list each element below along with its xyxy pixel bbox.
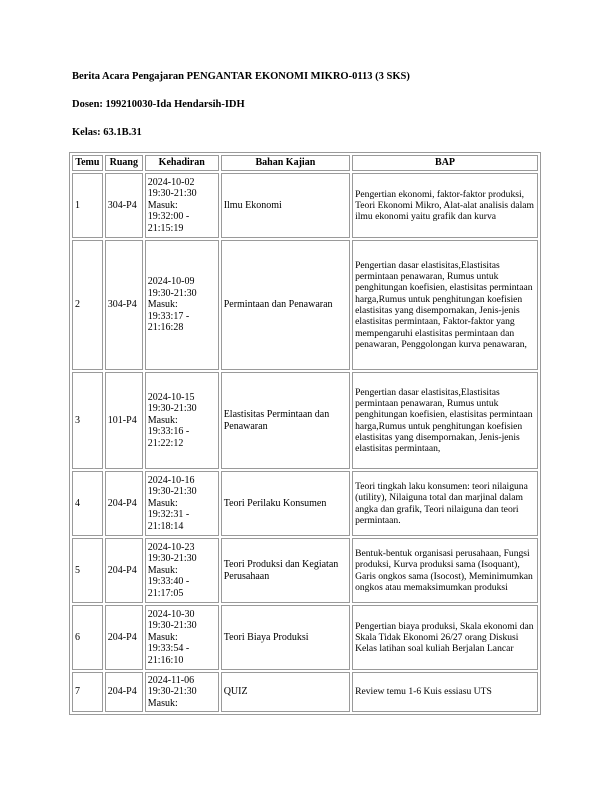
attendance-label: Masuk: bbox=[147, 199, 178, 211]
cell-bahan-kajian: QUIZ bbox=[221, 672, 350, 712]
cell-bahan-kajian: Teori Produksi dan Kegiatan Perusahaan bbox=[221, 538, 350, 603]
column-header-ruang: Ruang bbox=[105, 155, 143, 171]
attendance-in-time: 19:33:16 - bbox=[147, 426, 190, 438]
cell-kehadiran bbox=[145, 471, 219, 536]
attendance-date: 2024-10-15 bbox=[147, 391, 195, 403]
attendance-in-time: 19:33:40 - bbox=[147, 576, 190, 588]
cell-ruang: 204-P4 bbox=[105, 605, 143, 670]
cell-temu: 5 bbox=[72, 538, 103, 603]
cell-ruang: 304-P4 bbox=[105, 240, 143, 370]
cell-ruang: 304-P4 bbox=[105, 173, 143, 238]
table-row bbox=[72, 173, 538, 238]
cell-temu: 6 bbox=[72, 605, 103, 670]
attendance-in-time: 19:32:00 - bbox=[147, 211, 190, 223]
table-row bbox=[72, 538, 538, 603]
cell-kehadiran bbox=[145, 672, 219, 712]
attendance-out-time: 21:17:05 bbox=[147, 587, 184, 599]
cell-ruang: 204-P4 bbox=[105, 672, 143, 712]
attendance-date: 2024-10-23 bbox=[147, 541, 195, 553]
cell-bap: Pengertian dasar elastisitas,Elastisitas permintaan penawaran, Rumus untuk penghitungan koefisien, elastisitas permintaan harga,Rumus untuk penghitungan koefisien elastisitas yang disempornakan, Jenis-jenis elastisitas permintaan, Faktor-faktor yang mempengaruhi elastisitas permintaan dan penawaran, Penggolongan kurva penawaran, bbox=[352, 240, 538, 370]
attendance-schedule: 19:30-21:30 bbox=[147, 188, 197, 200]
table-row bbox=[72, 240, 538, 370]
attendance-schedule: 19:30-21:30 bbox=[147, 287, 197, 299]
cell-bahan-kajian: Teori Perilaku Konsumen bbox=[221, 471, 350, 536]
table-row bbox=[72, 471, 538, 536]
attendance-out-time: 21:18:14 bbox=[147, 520, 184, 532]
attendance-schedule: 19:30-21:30 bbox=[147, 686, 197, 698]
attendance-label: Masuk: bbox=[147, 414, 178, 426]
attendance-date: 2024-10-09 bbox=[147, 276, 195, 288]
report-title: Berita Acara Pengajaran PENGANTAR EKONOMI MIKRO-0113 (3 SKS) bbox=[72, 71, 410, 82]
attendance-out-time: 21:16:28 bbox=[147, 322, 184, 334]
attendance-schedule: 19:30-21:30 bbox=[147, 553, 197, 565]
cell-temu: 7 bbox=[72, 672, 103, 712]
class-line: Kelas: 63.1B.31 bbox=[72, 127, 142, 138]
column-header-kehadiran: Kehadiran bbox=[145, 155, 219, 171]
attendance-label: Masuk: bbox=[147, 564, 178, 576]
attendance-in-time: 19:33:17 - bbox=[147, 310, 190, 322]
attendance-date: 2024-11-06 bbox=[147, 674, 195, 686]
attendance-label: Masuk: bbox=[147, 299, 178, 311]
column-header-bap: BAP bbox=[352, 155, 538, 171]
cell-kehadiran bbox=[145, 372, 219, 469]
cell-bap: Pengertian dasar elastisitas,Elastisitas permintaan penawaran, Rumus untuk penghitungan koefisien, elastisitas permintaan harga,Rumus untuk penghitungan koefisien elastisitas yang disempornakan, Jenis-jenis elastisitas permintaan, bbox=[352, 372, 538, 469]
attendance-schedule: 19:30-21:30 bbox=[147, 486, 197, 498]
cell-bap: Teori tingkah laku konsumen: teori nilaiguna (utility), Nilaiguna total dan marjinal dalam angka dan grafik, Teori nilaiguna dan teori permintaan. bbox=[352, 471, 538, 536]
attendance-label: Masuk: bbox=[147, 497, 178, 509]
cell-temu: 3 bbox=[72, 372, 103, 469]
cell-kehadiran bbox=[145, 605, 219, 670]
table-row bbox=[72, 672, 538, 712]
attendance-label: Masuk: bbox=[147, 631, 178, 643]
column-header-bahan-kajian: Bahan Kajian bbox=[221, 155, 350, 171]
cell-bahan-kajian: Ilmu Ekonomi bbox=[221, 173, 350, 238]
attendance-schedule: 19:30-21:30 bbox=[147, 620, 197, 632]
attendance-date: 2024-10-02 bbox=[147, 176, 195, 188]
cell-bap: Review temu 1-6 Kuis essiasu UTS bbox=[352, 672, 538, 712]
attendance-schedule: 19:30-21:30 bbox=[147, 403, 197, 415]
cell-bahan-kajian: Teori Biaya Produksi bbox=[221, 605, 350, 670]
cell-ruang: 204-P4 bbox=[105, 538, 143, 603]
lecturer-line: Dosen: 199210030-Ida Hendarsih-IDH bbox=[72, 99, 245, 110]
attendance-label: Masuk: bbox=[147, 697, 178, 709]
column-header-temu: Temu bbox=[72, 155, 103, 171]
teaching-record-table bbox=[69, 152, 541, 715]
cell-bahan-kajian: Elastisitas Permintaan dan Penawaran bbox=[221, 372, 350, 469]
cell-ruang: 204-P4 bbox=[105, 471, 143, 536]
attendance-out-time: 21:15:19 bbox=[147, 222, 184, 234]
table-row bbox=[72, 372, 538, 469]
cell-kehadiran bbox=[145, 173, 219, 238]
table-row bbox=[72, 605, 538, 670]
cell-kehadiran bbox=[145, 538, 219, 603]
attendance-date: 2024-10-16 bbox=[147, 474, 195, 486]
cell-kehadiran bbox=[145, 240, 219, 370]
cell-bap: Pengertian ekonomi, faktor-faktor produksi, Teori Ekonomi Mikro, Alat-alat analisis dalam ilmu ekonomi yaitu grafik dan kurva bbox=[352, 173, 538, 238]
attendance-in-time: 19:33:54 - bbox=[147, 643, 190, 655]
cell-temu: 4 bbox=[72, 471, 103, 536]
cell-temu: 2 bbox=[72, 240, 103, 370]
cell-bap: Bentuk-bentuk organisasi perusahaan, Fungsi produksi, Kurva produksi sama (Isoquant), Garis ongkos sama (Isocost), Meminimumkan ongkos atau memaksimumkan produksi bbox=[352, 538, 538, 603]
cell-ruang: 101-P4 bbox=[105, 372, 143, 469]
attendance-out-time: 21:22:12 bbox=[147, 437, 184, 449]
attendance-out-time: 21:16:10 bbox=[147, 654, 184, 666]
cell-bahan-kajian: Permintaan dan Penawaran bbox=[221, 240, 350, 370]
cell-bap: Pengertian biaya produksi, Skala ekonomi dan Skala Tidak Ekonomi 26/27 orang Diskusi Kelas latihan soal kuliah Berjalan Lancar bbox=[352, 605, 538, 670]
table-header-row bbox=[72, 155, 538, 171]
attendance-in-time: 19:32:31 - bbox=[147, 509, 190, 521]
cell-temu: 1 bbox=[72, 173, 103, 238]
attendance-date: 2024-10-30 bbox=[147, 608, 195, 620]
